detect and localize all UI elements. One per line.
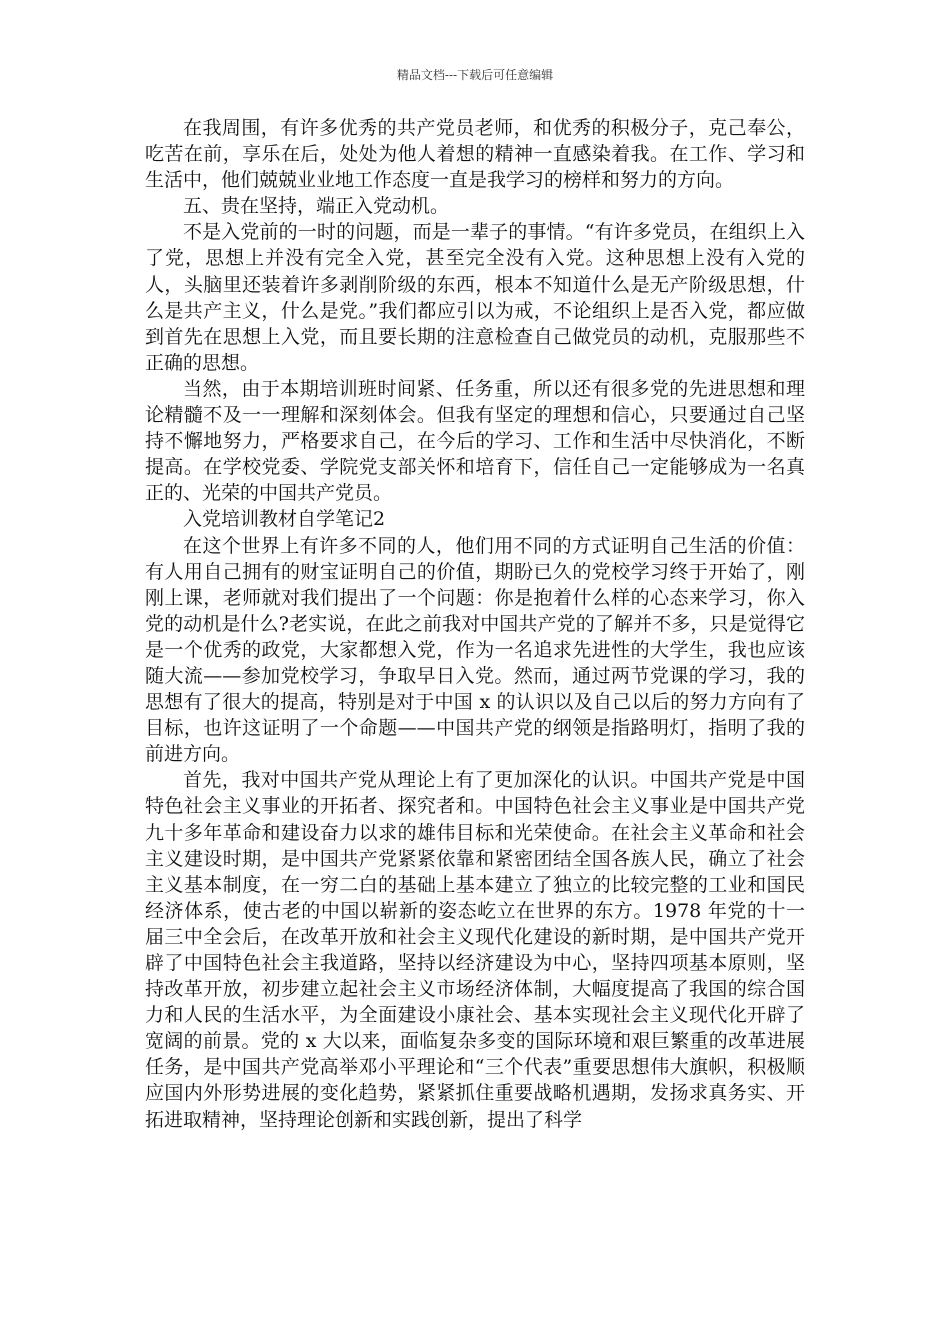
- paragraph-lifelong: 不是入党前的一时的问题，而是一辈子的事情。“有许多党员，在组织上入了党，思想上并没有完全入党，甚至完全没有入党。这种思想上没有入党的人，头脑里还装着许多剥削阶级的东西，根本不知道什么是无产阶级思想，什么是共产主义，什么是党。”我们都应引以为戒，不论组织上是否入党，都应做到首先在思想上入党，而且要长期的注意检查自己做党员的动机，克服那些不正确的思想。: [145, 221, 805, 374]
- notes-title-2: 入党培训教材自学笔记2: [183, 508, 386, 531]
- page-header: 精品文档---下载后可任意编辑: [396, 68, 554, 82]
- paragraph-role-models: 在我周围，有许多优秀的共产党员老师，和优秀的积极分子，克己奉公，吃苦在前，享乐在后，处处为他人着想的精神一直感染着我。在工作、学习和生活中，他们兢兢业业地工作态度一直是我学习的榜样和努力的方向。: [145, 117, 805, 192]
- paragraph-motivation: 在这个世界上有许多不同的人，他们用不同的方式证明自己生活的价值：有人用自己拥有的财宝证明自己的价值，期盼已久的党校学习终于开始了，刚刚上课，老师就对我们提出了一个问题：你是抱着什么样的心态来学习，你入党的动机是什么?老实说，在此之前我对中国共产党的了解并不多，只是觉得它是一个优秀的政党，大家都想入党，作为一名追求先进性的大学生，我也应该随大流——参加党校学习，争取早日入党。然而，通过两节党课的学习，我的思想有了很大的提高，特别是对于中国 x 的认识以及自己以后的努力方向有了目标，也许这证明了一个命题——中国共产党的纲领是指路明灯，指明了我的前进方向。: [145, 534, 805, 766]
- section-heading-five: 五、贵在坚持，端正入党动机。: [183, 195, 450, 218]
- paragraph-theory: 首先，我对中国共产党从理论上有了更加深化的认识。中国共产党是中国特色社会主义事业的开拓者、探究者和。中国特色社会主义事业是中国共产党九十多年革命和建设奋力以求的雄伟目标和光荣使命。在社会主义革命和社会主义建设时期，是中国共产党紧紧依靠和紧密团结全国各族人民，确立了社会主义基本制度，在一穷二白的基础上基本建立了独立的比较完整的工业和国民经济体系，使古老的中国以崭新的姿态屹立在世界的东方。1978 年党的十一届三中全会后，在改革开放和社会主义现代化建设的新时期，是中国共产党开辟了中国特色社会主我道路，坚持以经济建设为中心，坚持四项基本原则，坚持改革开放，初步建立起社会主义市场经济体制，大幅度提高了我国的综合国力和人民的生活水平，为全面建设小康社会、基本实现社会主义现代化开辟了宽阔的前景。党的 x 大以来，面临复杂多变的国际环境和艰巨繁重的改革进展任务，是中国共产党高举邓小平理论和“三个代表”重要思想伟大旗帜，积极顺应国内外形势进展的变化趋势，紧紧抓住重要战略机遇期，发扬求真务实、开拓进取精神，坚持理论创新和实践创新，提出了科学: [145, 769, 805, 1131]
- paragraph-conclusion: 当然，由于本期培训班时间紧、任务重，所以还有很多党的先进思想和理论精髓不及一一理解和深刻体会。但我有坚定的理想和信心，只要通过自己坚持不懈地努力，严格要求自己，在今后的学习、工作和生活中尽快消化，不断提高。在学校党委、学院党支部关怀和培育下，信任自己一定能够成为一名真正的、光荣的中国共产党员。: [145, 377, 805, 505]
- document-body: [145, 115, 805, 1133]
